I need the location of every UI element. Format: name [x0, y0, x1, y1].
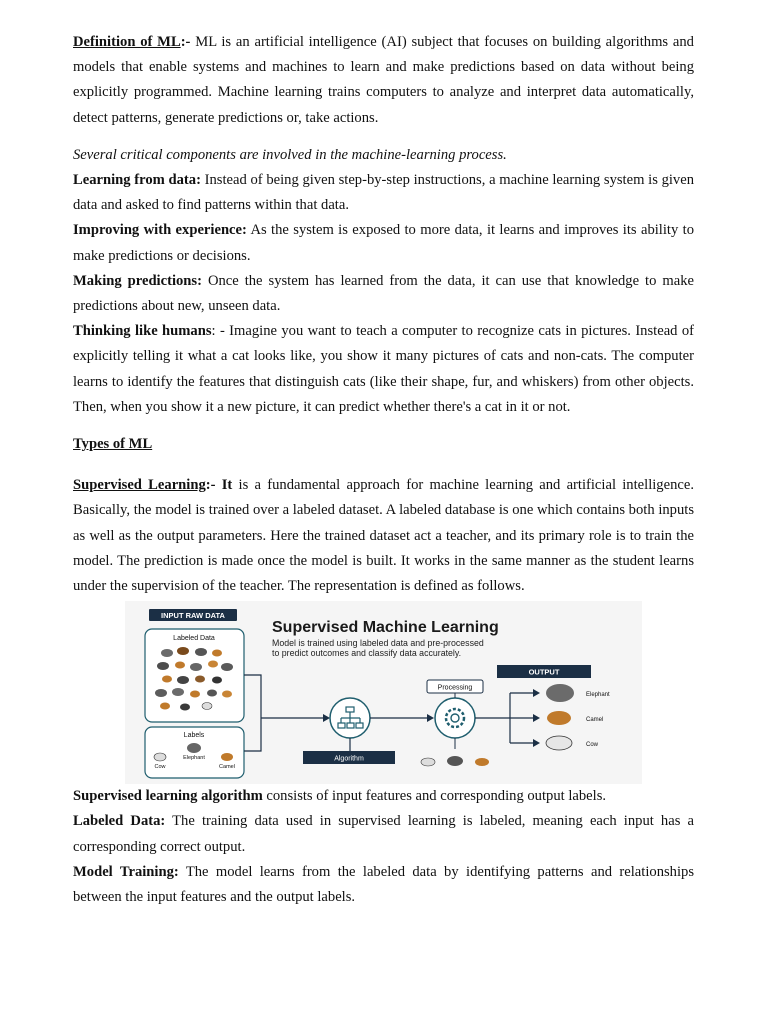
after-term: Supervised learning algorithm [73, 788, 263, 805]
component-improving [73, 218, 694, 268]
component-text: : - Imagine you want to teach a computer to recognize cats in pictures. Instead of explicitly telling it what a cat looks like, you show it many pictures of cats and non-cats. The computer learns to identify the features that distinguish cats (like their shape, fur, and whiskers) from other objects. Then, when you show it a new picture, it can predict whether there's a cat in it or not. [73, 323, 694, 415]
algorithm-label: Algorithm [334, 755, 364, 763]
labeled-data-box [145, 629, 244, 722]
input-raw-data-label: INPUT RAW DATA [161, 611, 225, 621]
component-text: Once the system has learned from the data, it can use that knowledge to make predictions about new, unseen data. [73, 272, 694, 315]
types-heading: Types of ML [73, 436, 153, 453]
component-learning-from-data [73, 168, 694, 218]
after-term: Labeled Data: [73, 813, 166, 830]
after-text: consists of input features and corresponding output labels. [262, 788, 607, 805]
processing-label: Processing [437, 684, 473, 692]
output-camel-icon [547, 711, 571, 725]
component-thinking-like-humans [73, 319, 694, 420]
camel-icon [221, 753, 233, 761]
definition-heading: Definition of ML [73, 34, 181, 50]
output-elephant-label: Elephant [586, 692, 610, 699]
definition-separator: :- [180, 34, 191, 50]
label-cow: Cow [154, 764, 166, 771]
component-term: Learning from data: [73, 172, 201, 189]
elephant-icon [187, 743, 201, 753]
figure-subtitle-line2: to predict outcomes and classify data accurately. [272, 648, 462, 659]
output-label: OUTPUT [528, 667, 560, 677]
after-figure-algorithm [73, 784, 694, 809]
after-figure-labeled-data [73, 809, 694, 859]
after-text: The model learns from the labeled data by identifying patterns and relationships between the input features and the output labels. [73, 863, 694, 906]
component-text: Instead of being given step-by-step instructions, a machine learning system is given data and asked to find patterns within that data. [73, 172, 694, 214]
component-text: As the system is exposed to more data, it learns and improves its ability to make predictions or decisions. [73, 222, 695, 264]
document-page [73, 30, 694, 910]
output-cow-icon [546, 736, 572, 750]
after-text: The training data used in supervised learning is labeled, meaning each input has a corresponding correct output. [73, 813, 694, 855]
supervised-ml-figure [125, 601, 642, 784]
supervised-lead: It [215, 477, 233, 494]
labeled-data-label: Labeled Data [173, 635, 215, 643]
after-term: Model Training: [73, 863, 179, 880]
figure-subtitle-line1: Model is trained using labeled data and pre-processed [272, 638, 484, 649]
component-term: Making predictions: [73, 272, 202, 289]
output-cow-label: Cow [586, 742, 599, 749]
supervised-heading: Supervised Learning [73, 477, 206, 494]
component-term: Improving with experience: [73, 222, 247, 239]
definition-text: ML is an artificial intelligence (AI) subject that focuses on building algorithms and models that enable systems and machines to learn and make predictions based on data without being explicitly programmed. Machine learning trains computers to analyze and interpret data automatically, detect patterns, generate predictions or, take actions. [73, 34, 694, 126]
label-elephant: Elephant [183, 755, 205, 762]
figure-title: Supervised Machine Learning [272, 619, 499, 637]
components-intro: Several critical components are involved in the machine-learning process. [73, 146, 507, 163]
supervised-paragraph [73, 473, 694, 599]
component-making-predictions [73, 269, 694, 319]
labels-label: Labels [183, 732, 205, 740]
after-figure-model-training [73, 860, 694, 910]
output-camel-label: Camel [586, 717, 604, 724]
supervised-text: is a fundamental approach for machine learning and artificial intelligence. Basically, the model is trained over a labeled dataset. A labeled database is one which contains both inputs as well as the output parameters. Here the trained dataset act a teacher, and its primary role is to train the model. The prediction is made once the model is built. It works in the same manner as the student learns under the supervision of the teacher. The representation is defined as follows. [73, 477, 694, 595]
label-camel: Camel [219, 764, 235, 771]
cow-icon [154, 753, 166, 761]
processing-node [435, 698, 475, 738]
output-elephant-icon [546, 684, 574, 702]
component-term: Thinking like humans [73, 323, 212, 340]
definition-paragraph [73, 30, 694, 131]
supervised-separator: :- [205, 477, 216, 494]
